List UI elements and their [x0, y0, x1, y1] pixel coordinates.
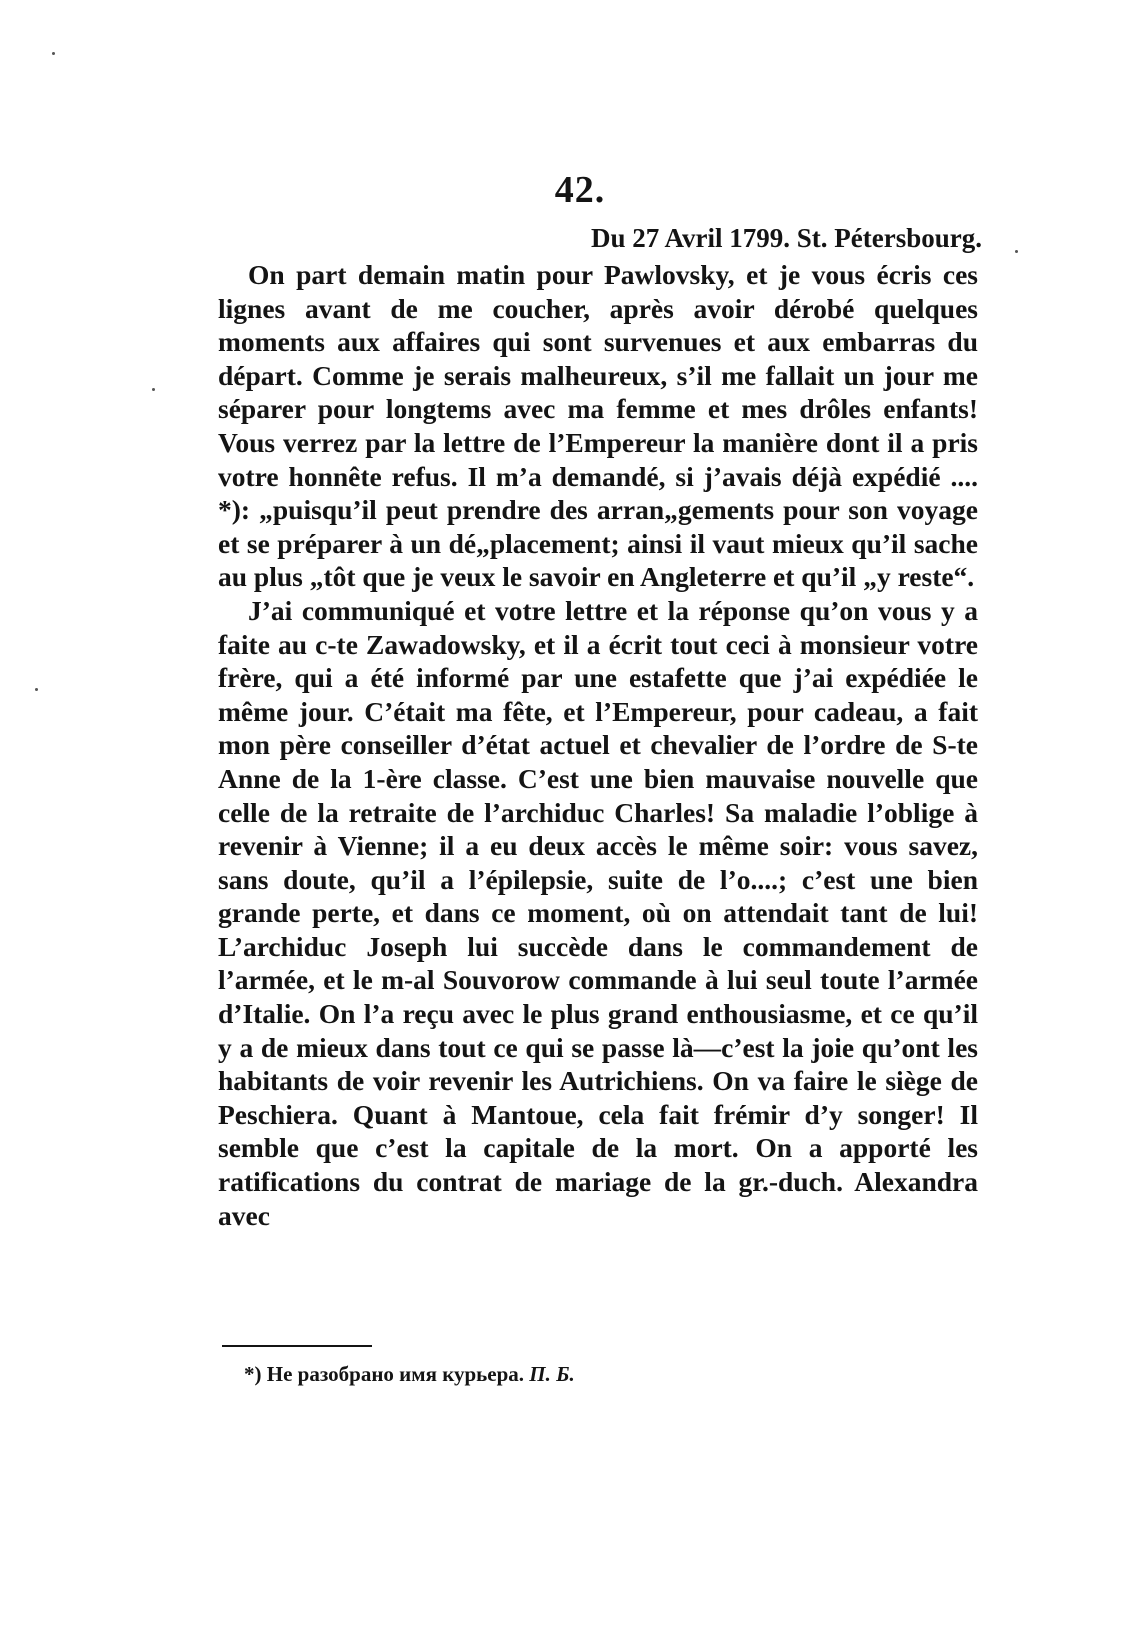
paragraph-1: On part demain matin pour Pawlovsky, et je vous écris ces lignes avant de me coucher, après avoir dérobé quelques moments aux affaires qui sont survenues et aux embarras du départ. Comme je serais malheureux, s’il me fallait un jour me séparer pour longtems avec ma femme et mes drôles enfants! Vous verrez par la lettre de l’Empereur la manière dont il a pris votre honnête refus. Il m’a demandé, si j’avais déjà expédié .... *): „puisqu’il peut prendre des arran„gements pour son voyage et se préparer à un dé„placement; ainsi il vaut mieux qu’il sache au plus „tôt que je veux le savoir en Angleterre et qu’il „y reste“. [218, 259, 978, 593]
letter-body [218, 258, 978, 1232]
paper-speck [1015, 250, 1018, 253]
paragraph-2: J’ai communiqué et votre lettre et la réponse qu’on vous y a faite au c-te Zawadowsky, et il a écrit tout ceci à monsieur votre frère, qui a été informé par une estafette que j’ai expédiée le même jour. C’était ma fête, et l’Empereur, pour cadeau, a fait mon père conseiller d’état actuel et chevalier de l’ordre de S-te Anne de la 1-ère classe. C’est une bien mauvaise nouvelle que celle de la retraite de l’archiduc Charles! Sa maladie l’oblige à revenir à Vienne; il a eu deux accès le même soir: vous savez, sans doute, qu’il a l’épilepsie, suite de l’o....; c’est une bien grande perte, et dans ce moment, où on attendait tant de lui! L’archiduc Joseph lui succède dans le commandement de l’armée, et le m-al Souvorow commande à lui seul toute l’armée d’Italie. On l’a reçu avec le plus grand enthousiasme, et ce qu’il y a de mieux dans tout ce qui se passe là—c’est la joie qu’ont les habitants de voir revenir les Autrichiens. On va faire le siège de Peschiera. Quant à Mantoue, cela fait frémir d’y songer! Il semble que c’est la capitale de la mort. On a apporté les ratifications du contrat de mariage de la gr.-duch. Alexandra avec [218, 594, 978, 1231]
letter-number: 42. [554, 169, 606, 211]
dateline: Du 27 Avril 1799. St. Pétersbourg. [591, 223, 982, 253]
paper-speck [35, 688, 38, 691]
footnote-signature: П. Б. [529, 1362, 575, 1386]
footnote [244, 1362, 575, 1387]
paper-speck [152, 388, 155, 391]
paper-speck [52, 52, 55, 55]
footnote-divider [222, 1345, 372, 1347]
footnote-text: *) Не разобрано имя курьера. [244, 1362, 525, 1386]
